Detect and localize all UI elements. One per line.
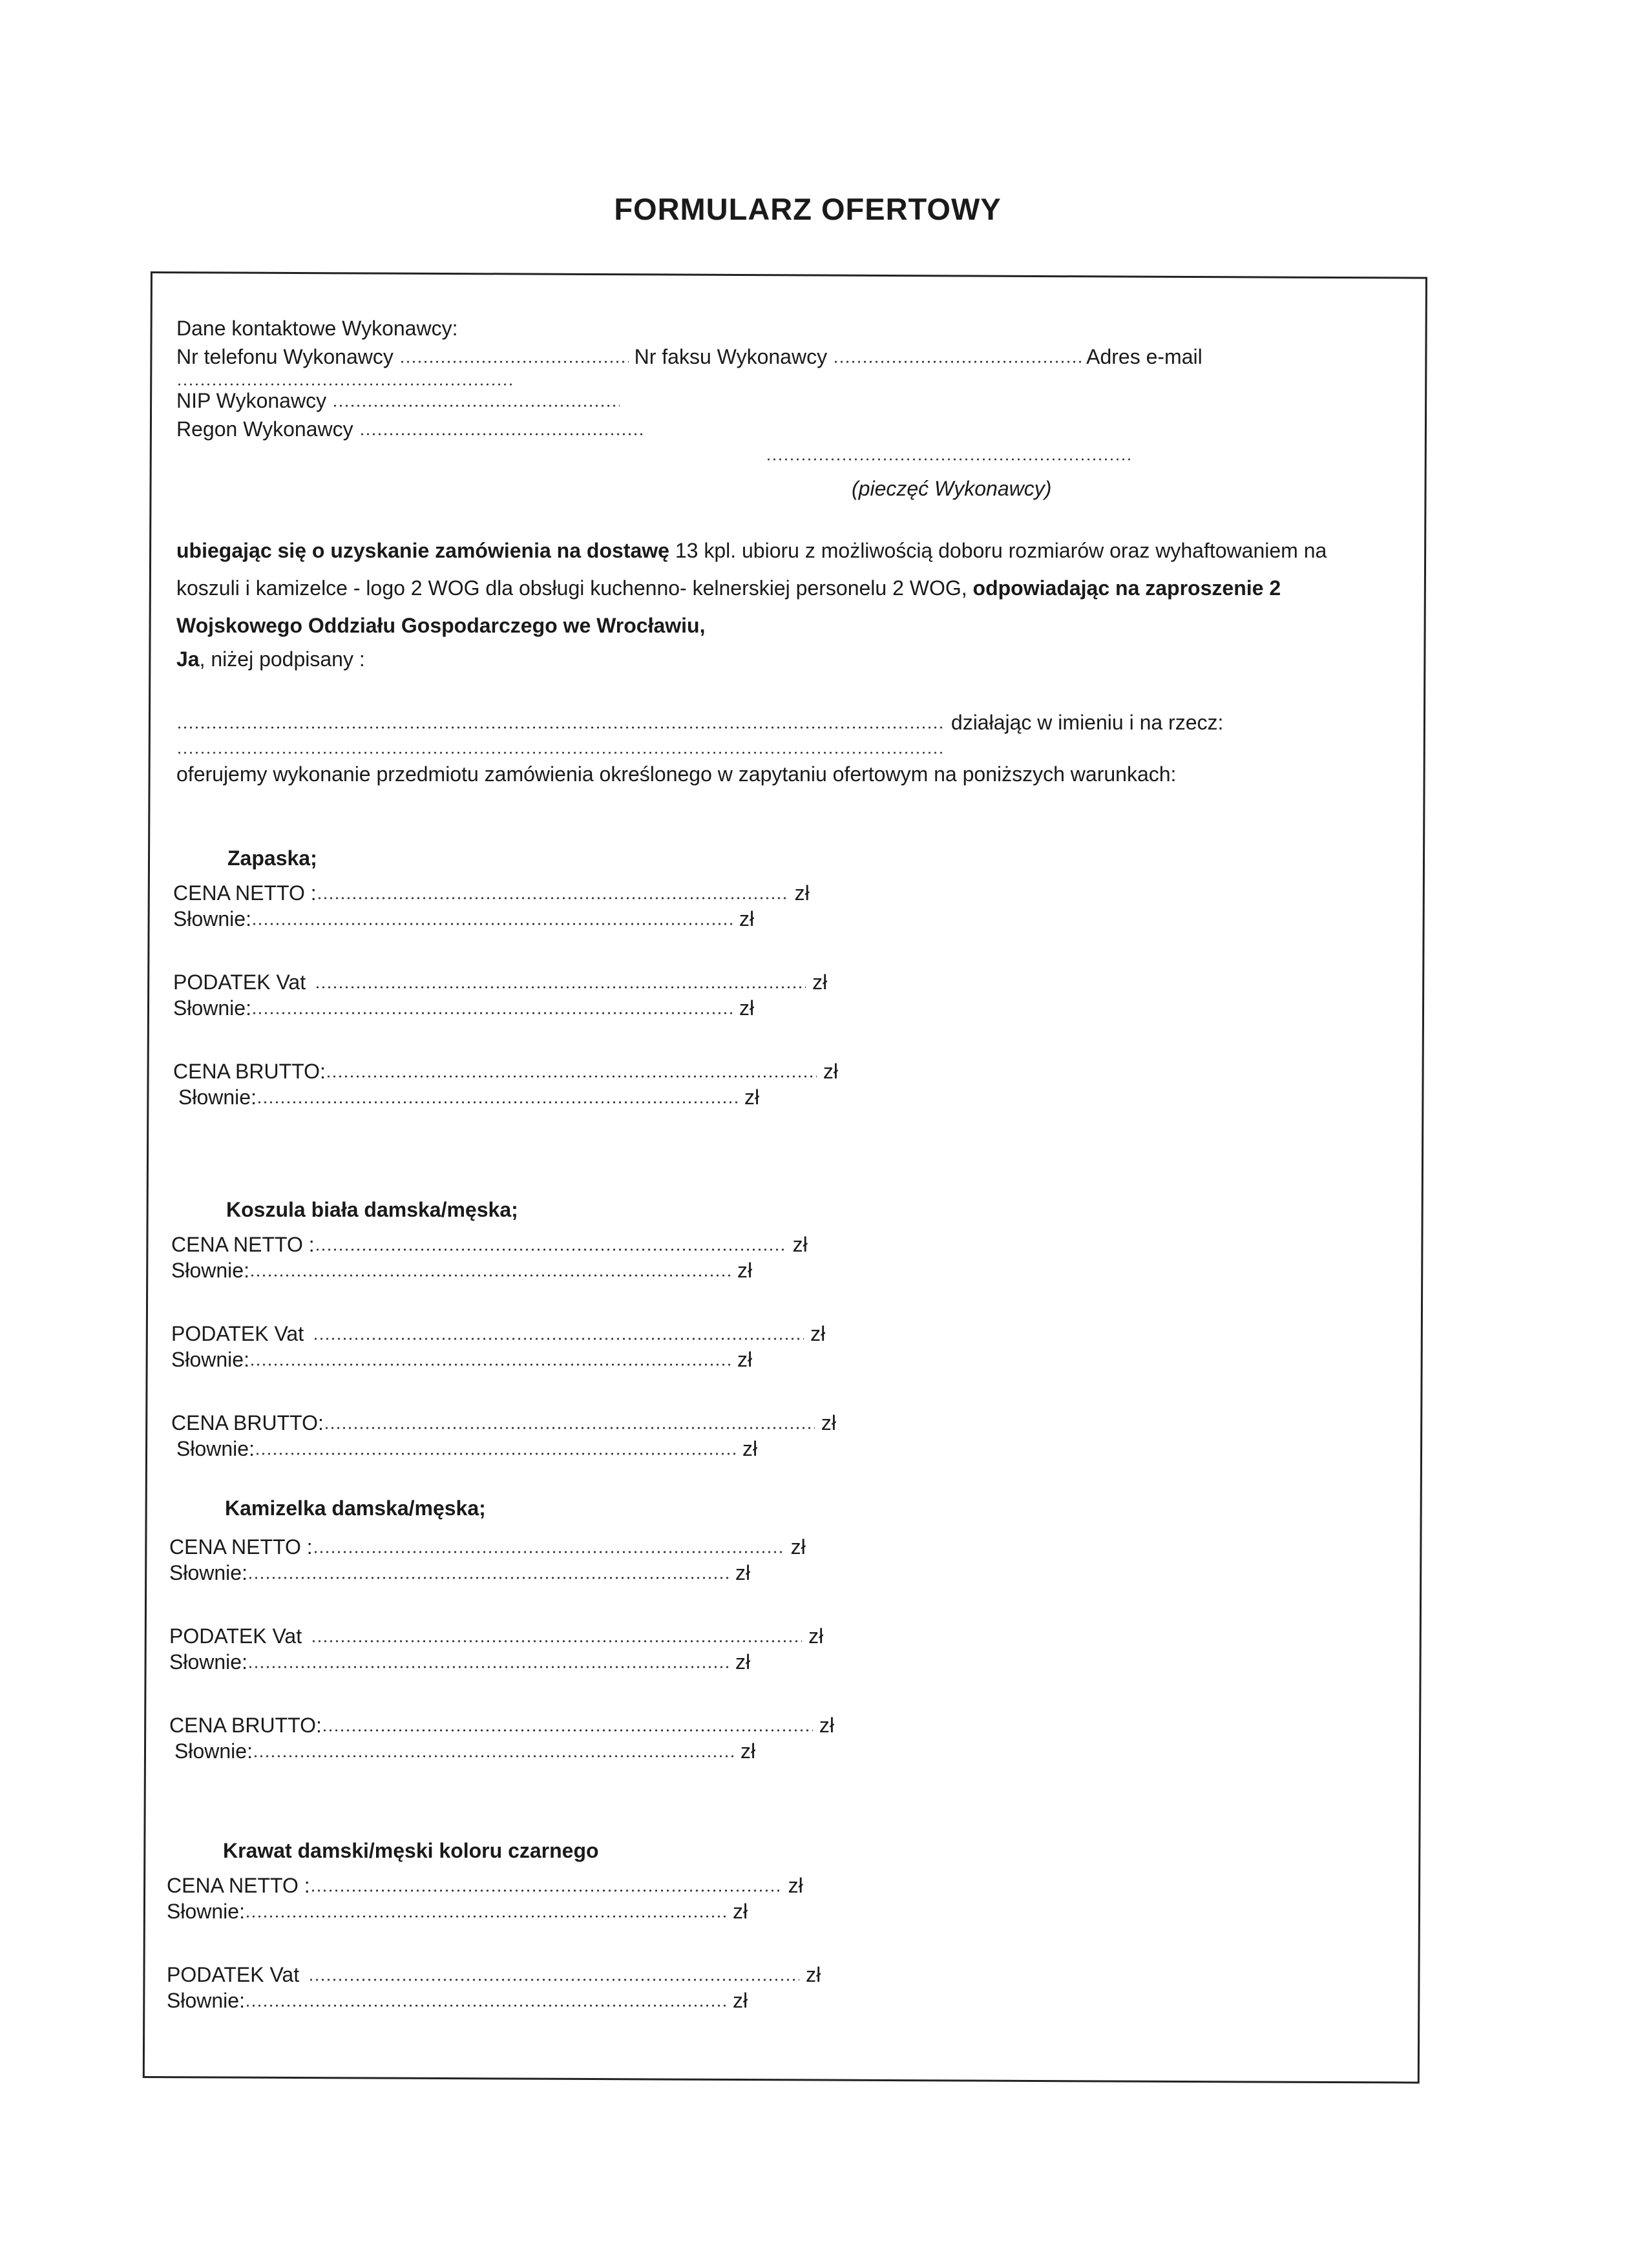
fax-label: Nr faksu Wykonawcy (634, 345, 828, 368)
words-label: Słownie: (169, 1650, 247, 1674)
signatory-field[interactable] (176, 713, 945, 730)
currency-label: zł (812, 971, 828, 994)
currency-label: zł (739, 996, 755, 1020)
regon-label: Regon Wykonawcy (176, 417, 353, 441)
shirt-gross-row (171, 1410, 836, 1436)
net-label: CENA NETTO : (173, 881, 317, 905)
tie-net-field[interactable] (310, 1876, 782, 1893)
vat-label: PODATEK Vat (167, 1963, 300, 1986)
apron-net-field[interactable] (317, 883, 788, 900)
tie-vat-words-row (167, 1988, 748, 2013)
apron-vat-words-field[interactable] (251, 998, 733, 1015)
net-label: CENA NETTO : (167, 1874, 310, 1897)
shirt-net-words-field[interactable] (249, 1261, 731, 1277)
document-title: FORMULARZ OFERTOWY (614, 192, 1002, 226)
vest-vat-field[interactable] (311, 1626, 802, 1643)
intro-line-2 (176, 575, 1423, 601)
currency-label: zł (794, 881, 810, 905)
currency-label: zł (735, 1650, 751, 1674)
email-label: Adres e-mail (1086, 345, 1203, 368)
shirt-gross-words-field[interactable] (255, 1439, 736, 1456)
vat-label: PODATEK Vat (171, 1322, 304, 1345)
acting-row (176, 709, 1223, 735)
vest-net-field[interactable] (313, 1537, 784, 1554)
shirt-gross-words-row (176, 1436, 757, 1462)
shirt-net-field[interactable] (315, 1235, 786, 1252)
currency-label: zł (819, 1714, 834, 1737)
phone-label: Nr telefonu Wykonawcy (176, 345, 394, 368)
words-label: Słownie: (167, 1989, 245, 2012)
contact-header: Dane kontaktowe Wykonawcy: (176, 317, 458, 340)
vat-label: PODATEK Vat (173, 971, 306, 994)
words-label: Słownie: (171, 1259, 249, 1282)
apron-gross-words-field[interactable] (257, 1087, 738, 1104)
phone-fax-email-row (176, 344, 1203, 370)
intro-bold-1: ubiegając się o uzyskanie zamówienia na dostawę (176, 539, 669, 562)
tie-vat-row (167, 1962, 821, 1988)
shirt-vat-words-field[interactable] (249, 1350, 731, 1367)
shirt-vat-words-row (171, 1347, 752, 1372)
section-title-vest: Kamizelka damska/męska; (225, 1496, 486, 1520)
intro-normal-2: koszuli i kamizelce - logo 2 WOG dla obsługi kuchenno- kelnerskiej personelu 2 WOG, (176, 576, 967, 600)
words-label: Słownie: (173, 996, 251, 1020)
currency-label: zł (788, 1874, 803, 1897)
vest-vat-words-field[interactable] (247, 1652, 729, 1669)
intro-signed: , niżej podpisany : (199, 647, 365, 671)
offer-line: oferujemy wykonanie przedmiotu zamówienia określonego w zapytaniu ofertowym na poniższych warunkach: (176, 762, 1177, 786)
tie-net-row (167, 1873, 803, 1898)
currency-label: zł (740, 1739, 756, 1763)
nip-field[interactable] (332, 391, 620, 408)
vest-vat-row (169, 1623, 823, 1649)
vest-vat-words-row (169, 1649, 750, 1675)
apron-net-words-row (173, 906, 754, 932)
intro-line-1 (176, 538, 1423, 563)
intro-bold-2: odpowiadając na zaproszenie 2 (972, 576, 1281, 600)
intro-line-4 (176, 646, 365, 672)
nip-label: NIP Wykonawcy (176, 389, 327, 412)
apron-gross-row (173, 1058, 838, 1084)
gross-label: CENA BRUTTO: (173, 1060, 326, 1083)
currency-label: zł (808, 1624, 824, 1648)
regon-row (176, 416, 644, 442)
tie-net-words-row (167, 1898, 748, 1924)
net-label: CENA NETTO : (169, 1535, 313, 1559)
words-label: Słownie: (171, 1348, 249, 1371)
currency-label: zł (742, 1437, 758, 1460)
shirt-vat-row (171, 1321, 825, 1347)
apron-gross-words-row (178, 1084, 759, 1110)
intro-ja: Ja (176, 647, 200, 671)
currency-label: zł (810, 1322, 826, 1345)
words-label: Słownie: (173, 907, 251, 930)
shirt-net-words-row (171, 1257, 752, 1283)
apron-net-row (173, 880, 810, 906)
words-label: Słownie: (174, 1739, 253, 1763)
vest-net-words-field[interactable] (247, 1563, 729, 1580)
apron-vat-words-row (173, 995, 754, 1021)
section-title-tie: Krawat damski/męski koloru czarnego (223, 1839, 599, 1862)
tie-net-words-field[interactable] (245, 1902, 726, 1918)
net-label: CENA NETTO : (171, 1233, 315, 1256)
vest-net-row (169, 1534, 806, 1560)
shirt-vat-field[interactable] (313, 1324, 804, 1341)
currency-label: zł (821, 1411, 836, 1434)
currency-label: zł (732, 1989, 748, 2012)
email-field[interactable] (176, 380, 512, 386)
intro-rest-1: 13 kpl. ubioru z możliwością doboru rozmiarów oraz wyhaftowaniem na (675, 539, 1327, 562)
currency-label: zł (806, 1963, 821, 1986)
vest-gross-field[interactable] (322, 1716, 813, 1732)
apron-vat-field[interactable] (315, 972, 806, 989)
vat-label: PODATEK Vat (169, 1624, 302, 1648)
currency-label: zł (735, 1561, 751, 1584)
shirt-net-row (171, 1232, 808, 1257)
fax-field[interactable] (833, 347, 1082, 364)
currency-label: zł (732, 1900, 748, 1923)
stamp-caption: (pieczęć Wykonawcy) (852, 477, 1052, 500)
currency-label: zł (790, 1535, 806, 1559)
tie-vat-words-field[interactable] (245, 1991, 726, 2008)
apron-vat-row (173, 969, 827, 995)
section-title-apron: Zapaska; (227, 846, 317, 870)
shirt-gross-field[interactable] (324, 1413, 815, 1430)
vest-gross-row (169, 1712, 834, 1738)
represented-entity-field[interactable] (176, 748, 945, 755)
gross-label: CENA BRUTTO: (169, 1714, 322, 1737)
gross-label: CENA BRUTTO: (171, 1411, 324, 1434)
words-label: Słownie: (167, 1900, 245, 1923)
words-label: Słownie: (176, 1437, 255, 1460)
currency-label: zł (792, 1233, 808, 1256)
currency-label: zł (737, 1348, 753, 1371)
words-label: Słownie: (169, 1561, 247, 1584)
acting-label: działając w imieniu i na rzecz: (951, 711, 1224, 734)
nip-row (176, 388, 620, 414)
currency-label: zł (737, 1259, 753, 1282)
words-label: Słownie: (178, 1086, 257, 1109)
currency-label: zł (744, 1086, 760, 1109)
vest-gross-words-row (174, 1738, 755, 1764)
regon-field[interactable] (359, 419, 644, 436)
stamp-field[interactable] (766, 455, 1134, 461)
currency-label: zł (739, 907, 755, 930)
tie-vat-field[interactable] (308, 1965, 799, 1982)
apron-gross-field[interactable] (326, 1062, 817, 1078)
intro-line-3: Wojskowego Oddziału Gospodarczego we Wrocławiu, (176, 614, 706, 637)
section-title-shirt: Koszula biała damska/męska; (226, 1198, 518, 1221)
phone-field[interactable] (399, 347, 629, 364)
vest-net-words-row (169, 1560, 750, 1586)
vest-gross-words-field[interactable] (253, 1741, 734, 1758)
apron-net-words-field[interactable] (251, 909, 733, 926)
currency-label: zł (823, 1060, 838, 1083)
